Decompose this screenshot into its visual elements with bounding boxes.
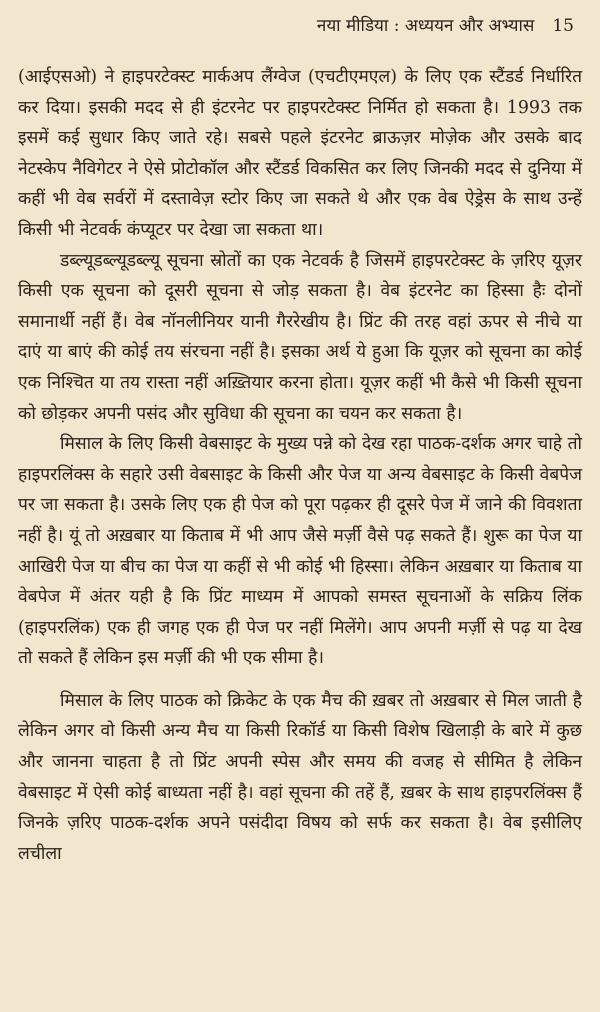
paragraph: डब्ल्यूडब्ल्यूडब्ल्यू सूचना स्रोतों का एक नेटवर्क है जिसमें हाइपरटेक्स्ट के ज़रिए यूज़र किसी एक सूचना को दूसरी सूचना से जोड़ सकता है। वेब इंटरनेट का हिस्सा हैः दोनों समानार्थी नहीं हैं। वेब नॉनलीनियर यानी गैररेखीय है। प्रिंट की तरह वहां ऊपर से नीचे या दाएं या बाएं की कोई तय संरचना नहीं है। इसका अर्थ ये हुआ कि यूज़र को सूचना का कोई एक निश्चित या तय रास्ता नहीं अख़्तियार करना होता। यूज़र कहीं भी कैसे भी किसी सूचना को छोड़कर अपनी पसंद और सुविधा की सूचना का चयन कर सकता है। — [18, 250, 582, 424]
page-number: 15 — [552, 16, 574, 36]
running-title: नया मीडिया : अध्ययन और अभ्यास — [316, 16, 535, 36]
paragraph: मिसाल के लिए किसी वेबसाइट के मुख्य पन्ने को देख रहा पाठक-दर्शक अगर चाहे तो हाइपरलिंक्स के सहारे उसी वेबसाइट के किसी और पेज या अन्य वेबसाइट के किसी वेबपेज पर जा सकता है। उसके लिए एक ही पेज को पूरा पढ़कर ही दूसरे पेज में जाने की विवशता नहीं है। यूं तो अख़बार या किताब में भी आप जैसे मर्ज़ी वैसे पढ़ सकते हैं। शुरू का पेज या आखिरी पेज या बीच का पेज या कहीं से भी कोई भी हिस्सा। लेकिन अख़बार या किताब या वेबपेज में अंतर यही है कि प्रिंट माध्यम में आपको समस्त सूचनाओं के सक्रिय लिंक (हाइपरलिंक) एक ही जगह एक ही पेज पर नहीं मिलेंगे। आप अपनी मर्ज़ी से पढ़ या देख तो सकते हैं लेकिन इस मर्ज़ी की भी एक सीमा है। — [18, 434, 582, 669]
body-text — [18, 62, 582, 869]
paragraph: (आईएसओ) ने हाइपरटेक्स्ट मार्कअप लैंग्वेज (एचटीएमएल) के लिए एक स्टैंडर्ड निर्धारित कर दिया। इसकी मदद से ही इंटरनेट पर हाइपरटेक्स्ट निर्मित हो सकता है। 1993 तक इसमें कई सुधार किए जाते रहे। सबसे पहले इंटरनेट ब्राऊज़र मोज़ेक और उसके बाद नेटस्केप नैविगेटर ने ऐसे प्रोटोकॉल और स्टैंडर्ड विकसित कर लिए जिनकी मदद से दुनिया में कहीं भी वेब सर्वरों में दस्तावेज़ स्टोर किए जा सकते थे और एक वेब ऐड्रेस के साथ उन्हें किसी भी नेटवर्क कंप्यूटर पर देखा जा सकता था। — [18, 67, 582, 240]
paragraph: मिसाल के लिए पाठक को क्रिकेट के एक मैच की ख़बर तो अख़बार से मिल जाती है लेकिन अगर वो किसी अन्य मैच या किसी रिकॉर्ड या किसी विशेष खिलाड़ी के बारे में कुछ और जानना चाहता है तो प्रिंट अपनी स्पेस और समय की वजह से सीमित है लेकिन वेबसाइट में ऐसी कोई बाध्यता नहीं है। वहां सूचना की तहें हैं, ख़बर के साथ हाइपरलिंक्स हैं जिनके ज़रिए पाठक-दर्शक अपने पसंदीदा विषय को सर्फ कर सकता है। वेब इसीलिए लचीला — [18, 690, 582, 864]
running-header — [18, 14, 582, 42]
